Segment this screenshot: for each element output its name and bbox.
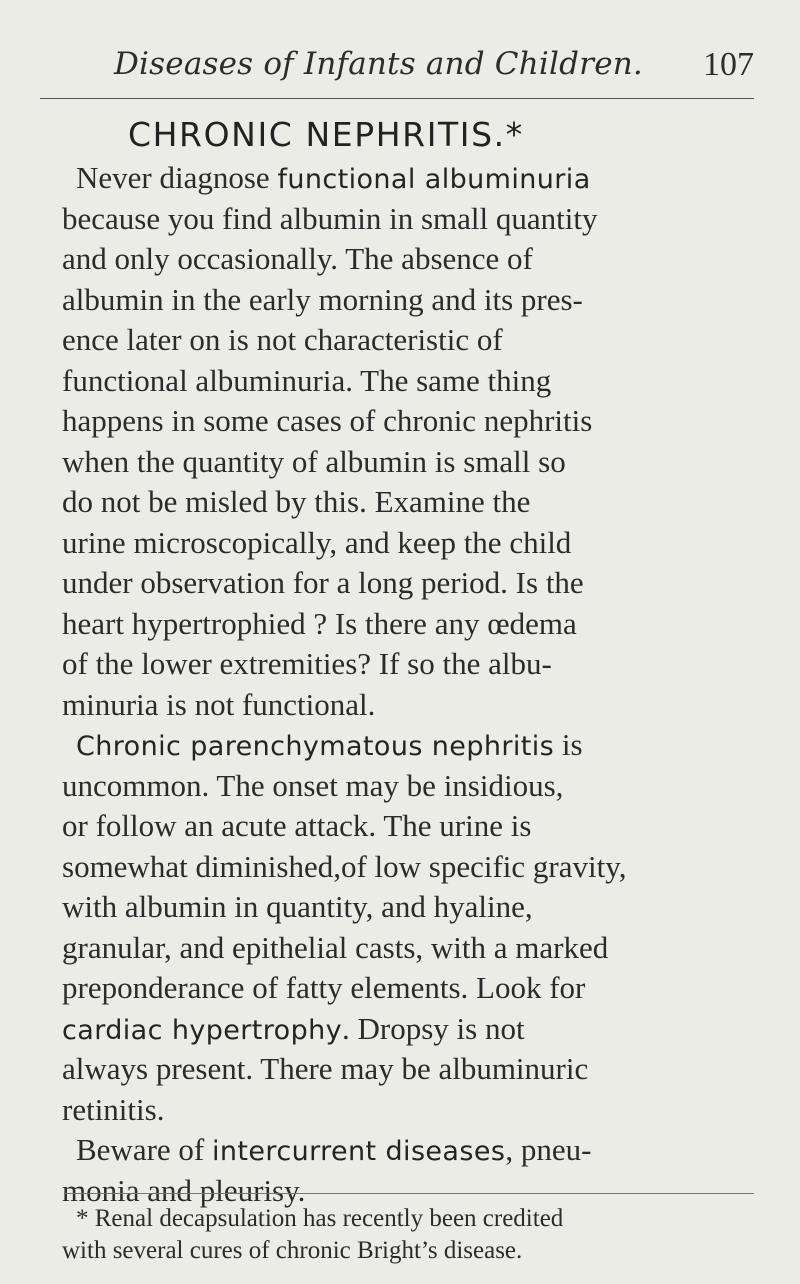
text-line bbox=[62, 1130, 762, 1171]
text-line: granular, and epithelial casts, with a marked bbox=[62, 929, 609, 965]
text-line: of the lower extremities? If so the albu- bbox=[62, 646, 552, 681]
text-line: when the quantity of albumin is small so bbox=[62, 443, 566, 479]
text-line: retinitis. bbox=[62, 1091, 165, 1127]
text-run: , pneu- bbox=[505, 1132, 592, 1167]
text-line: functional albuminuria. The same thing bbox=[62, 362, 552, 398]
text-line: somewhat diminished,of low specific gravity, bbox=[62, 848, 627, 884]
emphasized-term: Chronic parenchymatous nephritis bbox=[76, 731, 555, 762]
text-line: uncommon. The onset may be insidious, bbox=[62, 767, 564, 803]
text-line: under observation for a long period. Is the bbox=[62, 565, 584, 600]
footnote-line: * Renal decapsulation has recently been credited bbox=[76, 1205, 564, 1232]
text-line: do not be misled by this. Examine the bbox=[62, 484, 531, 519]
text-line bbox=[62, 725, 762, 766]
text-run: Beware of bbox=[76, 1132, 212, 1167]
text-line: and only occasionally. The absence of bbox=[62, 241, 533, 276]
running-head bbox=[40, 40, 754, 96]
text-line: with albumin in quantity, and hyaline, bbox=[62, 889, 533, 924]
text-line: because you find albumin in small quantity bbox=[62, 200, 598, 236]
text-line: urine microscopically, and keep the child bbox=[62, 524, 572, 560]
running-title: Diseases of Infants and Children. bbox=[114, 46, 643, 82]
text-line: monia and pleurisy. bbox=[62, 1172, 306, 1208]
emphasized-term: intercurrent diseases bbox=[212, 1136, 506, 1167]
chapter-heading: CHRONIC NEPHRITIS.* bbox=[128, 115, 524, 154]
footnote-line: with several cures of chronic Bright’s disease. bbox=[62, 1237, 523, 1264]
text-line: or follow an acute attack. The urine is bbox=[62, 808, 532, 843]
text-line bbox=[62, 1009, 762, 1050]
footnote bbox=[62, 1203, 762, 1267]
text-line: happens in some cases of chronic nephritis bbox=[62, 403, 593, 438]
text-run: . Dropsy is not bbox=[342, 1010, 525, 1046]
text-line: ence later on is not characteristic of bbox=[62, 322, 503, 357]
emphasized-term: functional albuminuria bbox=[277, 164, 591, 195]
body-text bbox=[62, 158, 762, 1211]
footnote-rule bbox=[64, 1193, 754, 1194]
text-run: Never diagnose bbox=[76, 160, 278, 195]
text-run: is bbox=[554, 727, 583, 762]
text-line: preponderance of fatty elements. Look for bbox=[62, 970, 586, 1005]
text-line: heart hypertrophied ? Is there any œdema bbox=[62, 605, 577, 641]
page-number: 107 bbox=[703, 46, 754, 83]
header-rule bbox=[40, 98, 754, 99]
text-line: minuria is not functional. bbox=[62, 686, 376, 722]
text-line: always present. There may be albuminuric bbox=[62, 1051, 589, 1086]
emphasized-term: cardiac hypertrophy bbox=[62, 1014, 343, 1046]
text-line: albumin in the early morning and its pres- bbox=[62, 281, 583, 317]
text-line bbox=[62, 158, 762, 199]
